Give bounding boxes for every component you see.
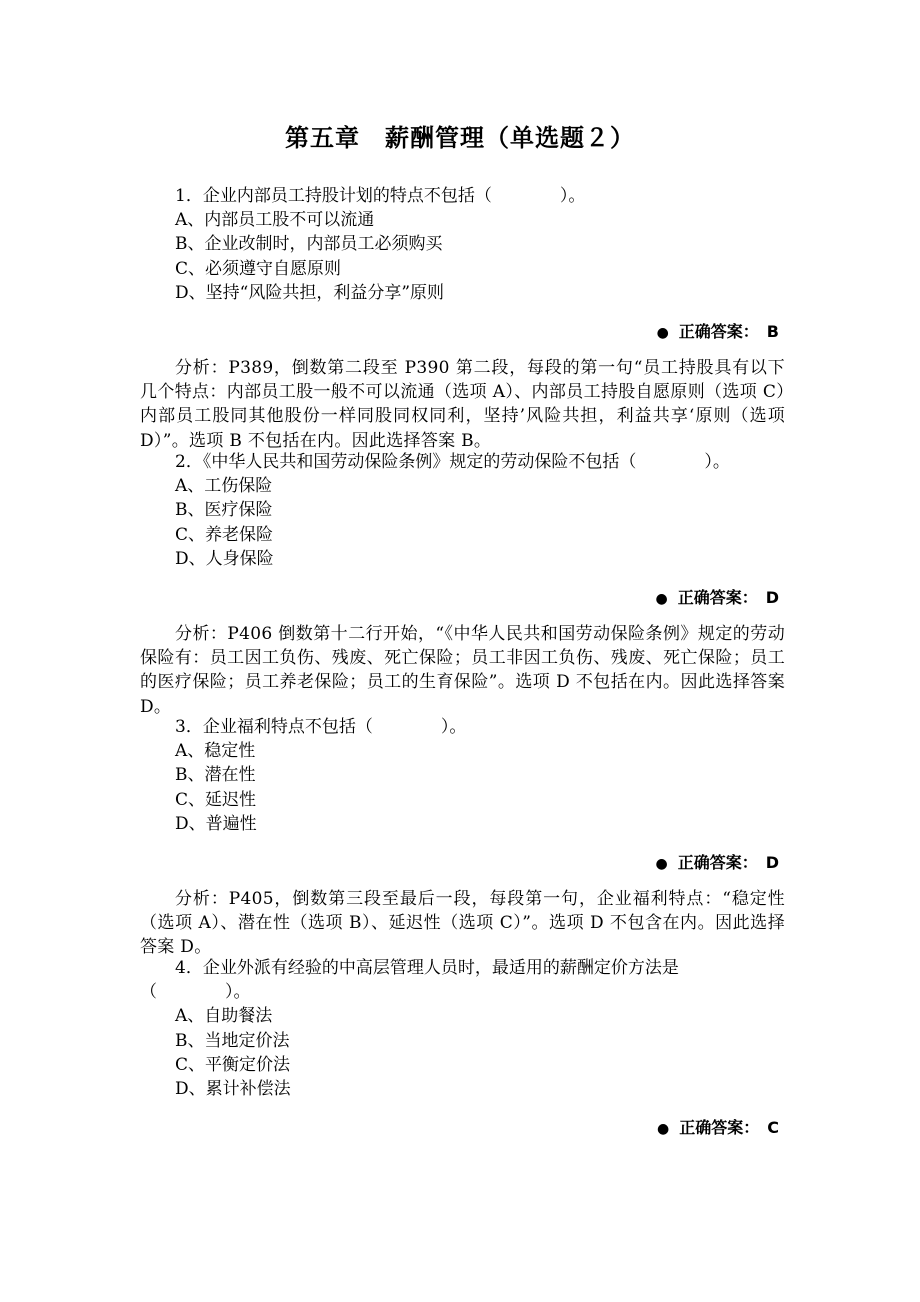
correct-answer	[140, 850, 785, 873]
question-3	[140, 715, 785, 960]
option-a: A、稳定性	[175, 741, 256, 762]
analysis-text: 分析：P406 倒数第十二行开始，“《中华人民共和国劳动保险条例》规定的劳动保险有：员工因工负伤、残废、死亡保险；员工非因工负伤、残废、死亡保险；员工的医疗保险；员工养老保险；员工的生育保险”。选项 D 不包括在内。因此选择答案 D。	[140, 624, 785, 717]
option-a: A、工伤保险	[175, 476, 273, 497]
bullet-icon: ●	[657, 1121, 670, 1138]
question-4	[140, 956, 785, 1150]
option-c: C、必须遵守自愿原则	[175, 258, 342, 279]
option-b: B、医疗保险	[175, 500, 273, 521]
option-d: D、普遍性	[175, 813, 257, 834]
analysis-text: 分析：P389，倒数第二段至 P390 第二段，每段的第一句“员工持股具有以下几个特点：内部员工股一般不可以流通（选项 A）、内部员工持股自愿原则（选项 C）内部员工股同其他股份一样同股同权同利，坚持’风险共担，利益共享‘原则（选项 D）”。选项 B 不包括在内。因此选择答案 B。	[140, 358, 785, 451]
correct-answer	[140, 319, 785, 342]
option-d: D、累计补偿法	[175, 1079, 291, 1100]
answer-label: 正确答案：	[679, 1118, 760, 1138]
answer-value: C	[767, 1118, 779, 1138]
question-stem: 1．企业内部员工持股计划的特点不包括（ ）。	[175, 186, 586, 206]
question-stem: 4．企业外派有经验的中高层管理人员时，最适用的薪酬定价方法是	[175, 958, 679, 978]
correct-answer	[140, 585, 785, 608]
option-c: C、平衡定价法	[175, 1054, 291, 1075]
bullet-icon: ●	[656, 325, 669, 342]
correct-answer	[140, 1115, 785, 1138]
option-a: A、自助餐法	[175, 1006, 273, 1027]
option-c: C、延迟性	[175, 789, 257, 810]
option-c: C、养老保险	[175, 524, 274, 545]
option-b: B、当地定价法	[175, 1030, 290, 1051]
question-2	[140, 450, 785, 719]
question-1	[140, 184, 785, 453]
question-stem-cont: （ ）。	[140, 982, 251, 1003]
answer-label: 正确答案：	[677, 588, 758, 608]
option-b: B、潜在性	[175, 765, 256, 786]
analysis-text: 分析：P405，倒数第三段至最后一段，每段第一句，企业福利特点：“稳定性（选项 A）、潜在性（选项 B）、延迟性（选项 C）”。选项 D 不包含在内。因此选择答案 D。	[140, 889, 785, 958]
answer-label: 正确答案：	[677, 853, 758, 873]
answer-value: D	[765, 853, 779, 873]
question-stem: 2．《中华人民共和国劳动保险条例》规定的劳动保险不包括（ ）。	[175, 452, 730, 472]
answer-value: D	[765, 588, 779, 608]
bullet-icon: ●	[655, 856, 668, 873]
option-a: A、内部员工股不可以流通	[175, 210, 375, 231]
question-stem: 3．企业福利特点不包括（ ）。	[175, 717, 467, 737]
option-d: D、坚持“风险共担，利益分享”原则	[175, 282, 445, 303]
answer-value: B	[766, 322, 779, 342]
page-title: 第五章 薪酬管理（单选题２）	[285, 124, 635, 152]
option-b: B、企业改制时，内部员工必须购买	[175, 234, 443, 255]
answer-label: 正确答案：	[678, 322, 759, 342]
bullet-icon: ●	[655, 591, 668, 608]
option-d: D、人身保险	[175, 548, 274, 569]
